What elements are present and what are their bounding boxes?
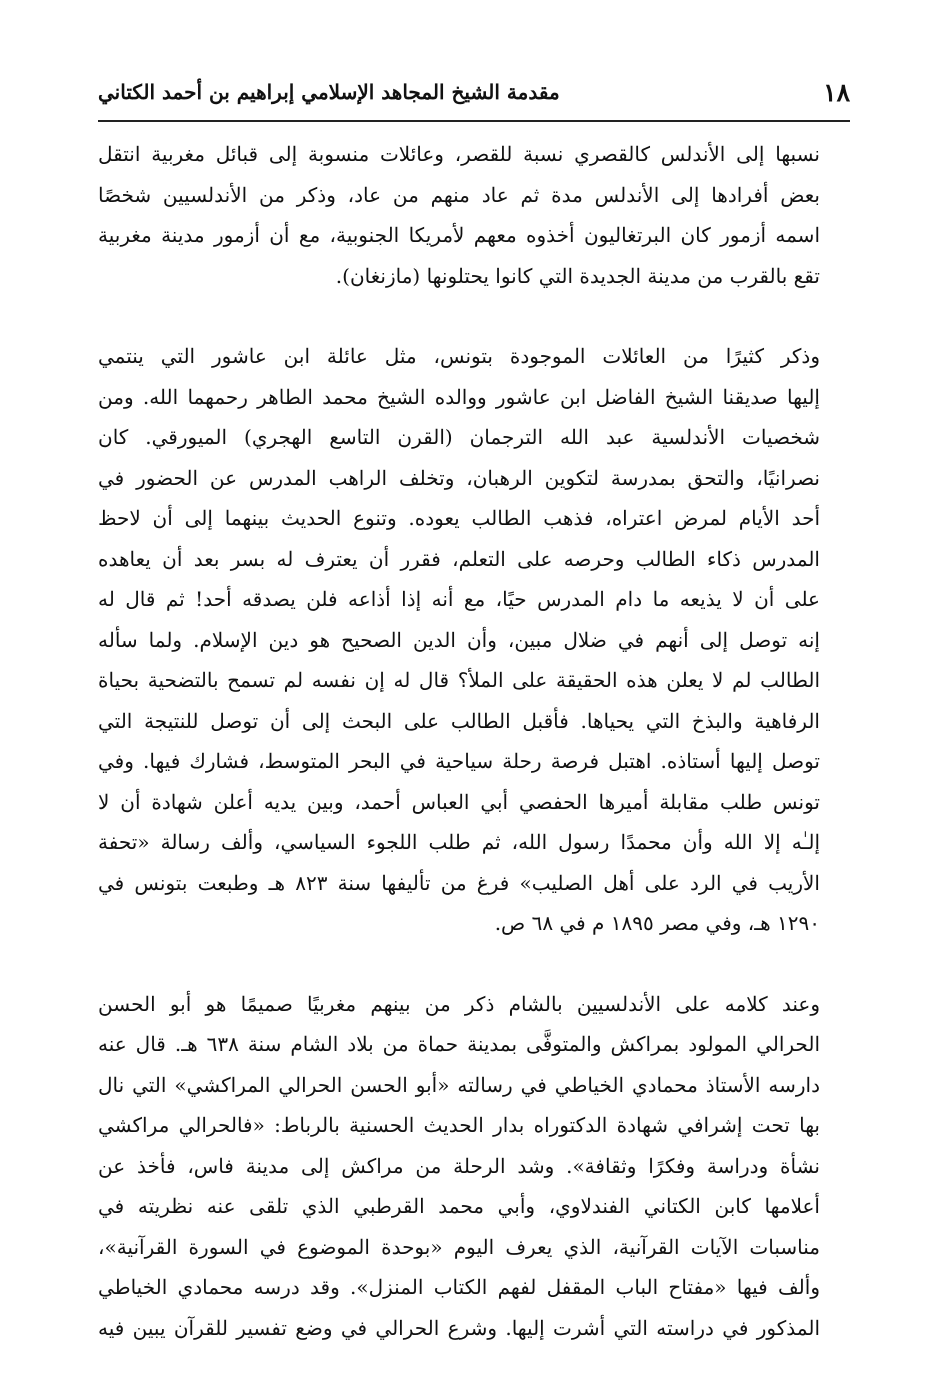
text-line: الرفاهية والبذخ التي يحياها. فأقبل الطالب على البحث إلى أن توصل للنتيجة التي (98, 708, 820, 733)
text-line: وعند كلامه على الأندلسيين بالشام ذكر من بينهم مغربيًا صميمًا هو أبو الحسن (98, 991, 820, 1016)
body-text (98, 134, 850, 1348)
text-line: اسمه أزمور كان البرتغاليون أخذوه معهم لأمريكا الجنوبية، مع أن أزمور مدينة مغربية (98, 223, 820, 247)
text-line: ١٢٩٠ هـ، وفي مصر ١٨٩٥ م في ٦٨ ص. (494, 911, 820, 935)
text-line: وذكر كثيرًا من العائلات الموجودة بتونس، مثل عائلة ابن عاشور التي ينتمي (98, 344, 820, 368)
text-line: مناسبات الآيات القرآنية، الذي يعرف اليوم «بوحدة الموضوع في السورة القرآنية»، (98, 1234, 820, 1259)
text-line: شخصيات الأندلسية عبد الله الترجمان (القرن التاسع الهجري) الميورقي. كان (98, 425, 820, 449)
text-line: تقع بالقرب من مدينة الجديدة التي كانوا يحتلونها (مازنغان). (335, 263, 820, 288)
paragraph-2 (98, 336, 850, 944)
text-line: تونس طلب مقابلة أميرها الحفصي أبي العباس أحمد، وبين يديه أعلن شهادة أن لا (98, 789, 820, 814)
text-line: الطالب لم لا يعلن هذه الحقيقة على الملأ؟ قال له إن نفسه لم تسمح بالتضحية بحياة (98, 668, 820, 692)
page-number: ١٨ (823, 78, 850, 107)
text-line: إليها صديقنا الشيخ الفاضل ابن عاشور ووالده الشيخ محمد الطاهر رحمهما الله. ومن (98, 384, 820, 409)
text-line: المذكور في دراسته التي أشرت إليها. وشرع الحرالي في وضع تفسير للقرآن يبين فيه (98, 1315, 820, 1340)
text-line: المدرس ذكاء الطالب وحرصه على التعلم، فقرر أن يعترف له بسر بعد أن يعاهده (98, 546, 820, 571)
text-line: بها تحت إشرافي شهادة الدكتوراه بدار الحديث الحسنية بالرباط: «فالحرالي مراكشي (98, 1113, 820, 1137)
text-line: الأريب في الرد على أهل الصليب» فرغ من تأليفها سنة ٨٢٣ هـ وطبعت بتونس في (98, 870, 820, 895)
text-line: نسبها إلى الأندلس كالقصري نسبة للقصر، وعائلات منسوبة إلى قبائل مغربية انتقل (98, 142, 820, 166)
text-line: إلـٰه إلا الله وأن محمدًا رسول الله، ثم طلب اللجوء السياسي، وألف رسالة «تحفة (98, 830, 820, 854)
text-line: بعض أفرادها إلى الأندلس مدة ثم عاد منهم من عاد، وذكر من الأندلسيين شخصًا (98, 182, 820, 207)
text-line: توصل إليها أستاذه. اهتبل فرصة رحلة سياحية في البحر المتوسط، فشارك فيها. وفي (98, 749, 820, 773)
text-line: إنه توصل إلى أنهم في ضلال مبين، وأن الدين الصحيح هو دين الإسلام. ولما سأله (98, 627, 820, 652)
running-head (98, 72, 850, 116)
paragraph-3 (98, 984, 850, 1349)
text-line: وألف فيها «مفتاح الباب المقفل لفهم الكتاب المنزل». وقد درسه محمادي الخياطي (98, 1275, 820, 1299)
text-line: على أن لا يذيعه ما دام المدرس حيًا، مع أنه إذا أذاعه فلن يصدقه أحد! ثم قال له (98, 587, 820, 611)
text-line: أعلامها كابن الكتاني الفندلاوي، وأبي محمد القرطبي الذي تلقى عنه نظريته في (98, 1194, 820, 1218)
text-line: نصرانيًا، والتحق بمدرسة لتكوين الرهبان، وتخلف الراهب المدرس عن الحضور في (98, 465, 820, 490)
text-line: نشأة ودراسة وفكرًا وثقافة». وشد الرحلة من مراكش إلى مدينة فاس، فأخذ عن (98, 1153, 820, 1178)
book-title: مقدمة الشيخ المجاهد الإسلامي إبراهيم بن أحمد الكتاني (98, 80, 560, 104)
header-rule (98, 120, 850, 122)
text-line: أحد الأيام لمرض اعتراه، فذهب الطالب يعوده. وتنوع الحديث بينهما إلى أن لاحظ (98, 506, 820, 530)
paragraph-1 (98, 134, 850, 296)
text-line: دارسه الأستاذ محمادي الخياطي في رسالته «أبو الحسن الحرالي المراكشي» التي نال (98, 1072, 820, 1097)
text-line: الحرالي المولود بمراكش والمتوفَّى بمدينة حماة من بلاد الشام سنة ٦٣٨ هـ. قال عنه (98, 1032, 820, 1056)
